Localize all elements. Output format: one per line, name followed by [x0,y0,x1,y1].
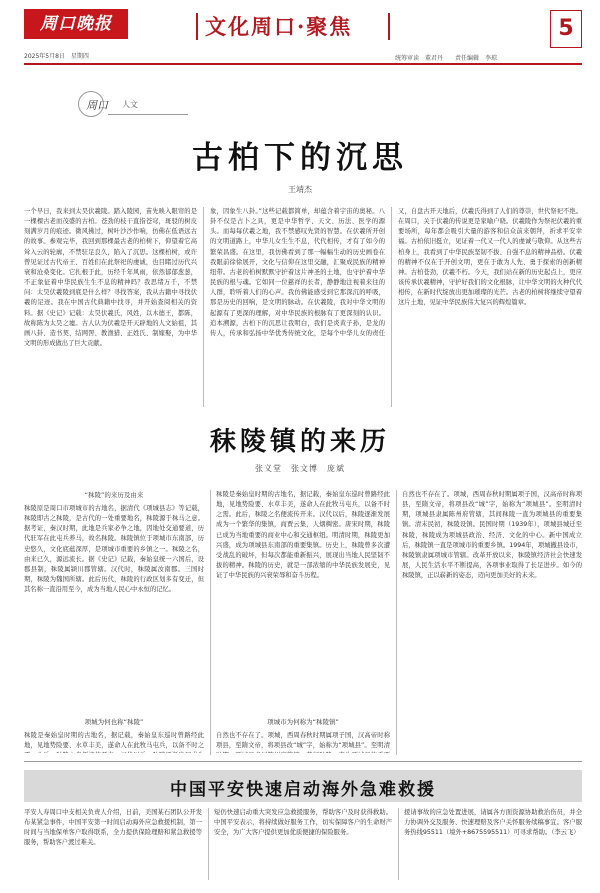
story2-subhead-1: “秣陵”的来历及由来 [84,491,144,499]
story2-column-2: 秣陵是秦始皇时期的古地名，据记载，秦始皇东巡时曾路经此地，见地势险要、水草丰美，遂命人在此牧马屯兵，以备不时之需。此后，秣陵之名便流传开来。汉代以后，秣陵逐渐发展成为一个繁华的集镇，商贾云集，人烟稠密。唐宋时期，秣陵已成为当地重要的商业中心和交通枢纽。明清时期，秣陵更加兴盛，成为项城县东南部的重要集镇。历史上，秣陵曾多次遭受战乱的破坏，但每次都能重新振兴，展现出当地人民坚韧不拔的精神。秣陵的历史，就是一部浓缩的中华民族发展史，见证了中华民族的兴衰荣辱和奋斗历程。 [216,491,390,580]
story1-column-3: 又，自盘古开天地后，伏羲氏得到了人们的尊崇，世代祭祀不绝。在周口，关于伏羲的传说更是家喻户晓。伏羲陵作为祭祀伏羲的重要场所，每年都会吸引大量的游客和信众前来朝拜，祈求平安幸福。古柏依旧挺立，见证着一代又一代人的虔诚与敬仰。从这些古柏身上，我看到了中华民族坚韧不拔、自强不息的精神品格。伏羲的精神不仅在于开创文明，更在于敢为人先、勇于探索的创新精神。古柏苍劲，伏羲不朽。今天，我们站在新的历史起点上，更应该传承伏羲精神，守护好我们的文化根脉，让中华文明的火种代代相传，在新时代绽放出更加璀璨的光芒。古老的柏树将继续守望着这片土地，见证中华民族伟大复兴的辉煌篇章。 [398,208,582,307]
masthead [0,0,600,72]
story1-headline: 古柏下的沉思 [192,140,408,176]
story2-subhead-3: 项城市为何称为“秣陵镇” [267,718,339,726]
story1-column-2: 象，因象生八卦。”这些记载都简单，却蕴含着宇宙的奥秘。八卦不仅是占卜之具，更是中华哲学、天文、历法、医学的源头。而每每伏羲之地，我不禁感叹先贤的智慧。在伏羲所开创的文明道路上，中华儿女生生不息，代代相传，才有了如今的繁荣昌盛。在这里，我仿佛看到了那一幅幅生动的历史画卷在我眼前徐徐展开，文化与信仰在这里交融，汇聚成民族的精神纽带。古老的柏树默默守护着这片神圣的土地，也守护着中华民族的根与魂。它如同一位慈祥的长者，静静地注视着来往的人群，聆听着人们的心声。我仿佛能感受到它那深沉的呼吸，那是历史的回响，是文明的脉动。在伏羲陵，我对中华文明的起源有了更深的理解，对中华民族的根脉有了更深刻的认识。追本溯源，古柏下的沉思让我明白，我们是炎黄子孙，是龙的传人，传承和弘扬中华优秀传统文化，是每个中华儿女的责任 [210,208,385,337]
story2-byline: 张义堂 张文博 庞斌 [255,464,345,473]
story3-column-1: 平安人寿周口中支相关负责人介绍，日前，美国某石团队公开发布某紧急事件，中国平安第一时间启动海外应急救援机制，第一时间与当地保单客户取得联系，全力提供保险理赔和紧急救援等服务，帮助客户渡过难关。 [24,809,202,847]
divider [196,13,198,40]
tag-label-right: 人文 [122,100,138,109]
story3-headline: 中国平安快速启动海外急难救援 [170,780,436,800]
column-divider [398,808,399,880]
story2-column-2b: 自然也不存在了。项城，西周春秋时期属项子国，汉高帝时称项县，至隋文帝，将项县改“城”字，始称为“项城县”。至明清 [216,732,390,750]
story1-byline: 王靖杰 [288,185,312,194]
story2-headline: 秣陵镇的来历 [209,427,390,457]
story2-column-1b: 秣陵是秦始皇时期的古地名，据记载，秦始皇东巡时曾路经此地，见地势险要、水草丰美，遂命人在此牧马屯兵，以备不时之 [24,732,204,750]
story3-column-3: 援请事故的应急处置进展，请属各方面资源协助救治伤员，并全力协调外交及服务、快速理赔及客户关怀服务续稿事宜。客户服务热线95511（境外+8675595511）可寻求帮助。（李云飞） [404,809,582,837]
column-title: 文化周口·聚焦 [205,14,353,39]
column-divider [203,207,204,407]
column-divider [396,490,397,755]
column-divider [210,490,211,755]
column-divider [391,207,392,407]
story2-subhead-2: 项城为何也称“秣陵” [84,718,144,726]
paper-logo[interactable]: 周口晚报 [24,9,128,39]
divider [388,13,390,40]
issue-date: 2025年5月8日 星期四 [24,53,89,60]
section-tag [78,93,190,115]
column-divider [208,808,209,880]
story3-header [24,770,582,802]
story-separator [24,761,582,762]
story2-column-1: 秣陵原是周口市项城市的古地名，据清代《项城县志》等记载，秣陵即古之秣陵，是古代的一处重要地名，秣陵源于秣马之意。据考证，秦汉时期，此地是兵家必争之地，因地处交通要道，历代驻军在此屯兵养马，故名秣陵。秣陵镇位于项城市东南部，历史悠久，文化底蕴深厚，是项城市重要的乡镇之一。秣陵之名，由来已久，源远流长。据《史记》记载，秦始皇统一六国后，设郡县制，秣陵属颍川郡管辖。汉代时，秣陵属汝南郡。三国时期，秣陵为魏国所辖。此后历代，秣陵的行政区划多有变迁，但其名称一直沿用至今，成为当地人民心中永恒的记忆。 [24,505,204,594]
story1-column-1: 一个早日，我来到太昊伏羲陵。踏入陵园，苗先映入眼帘的是一棵棵古老而茂盛的古柏。苍劲的枝干直指苍穹，斑驳的树皮刻满岁月的痕迹。微风拂过，树叶沙沙作响，仿佛在低语远古的故事。参观完毕，我回到那棵最古老的柏树下，仰望着它高耸入云的轮廓，不禁驻足良久，陷入了沉思。这棵柏树，或许曾见证过古代帝王、百姓们在此祭祀的虔诚，也目睹过历代兴衰和沧桑变化。它扎根于此，历经千年风雨，依然郁郁葱葱，不正象征着中华民族生生不息的精神吗？我思绪万千，不禁问：太昊伏羲陵到底是什么样？寻找答案，我从古籍中寻找伏羲的足迹。我在中国古代典籍中找寻，并开始查阅相关的资料。据《史记》记载：太昊伏羲氏，风姓，以木德王，都陈，故称陈为太昊之墟。古人认为伏羲是开天辟地的人文始祖，其画八卦、造书契、结网罟、教渔猎、正姓氏、制嫁娶，为中华文明的形成做出了巨大贡献。 [24,208,197,348]
story3-column-2: 短仍快速启动重大突发应急救援服务，帮助客户及时获得救助。中国平安表示，将持续做好服务工作，切实保障客户的生命财产安全，为广大客户提供更加优质便捷的保险服务。 [214,809,392,837]
page-number: 5 [550,10,582,48]
tag-label-left: 周口 [86,99,108,112]
masthead-rule [24,63,582,65]
story2-column-3: 自然也不存在了。项城，西周春秋时期属项子国，汉高帝时称项县，至隋文帝，将项县改“城”字，始称为“项城县”。至明清时期，项城县隶属陈州府管辖，其间秣陵一直为项城县的重要集镇。清末民初，秣陵设镇。民国时期（1939年），项城县城迁至秣陵，秣陵成为项城县政治、经济、文化的中心。新中国成立后，秣陵镇一直是项城市的重要乡镇。1994年，项城撤县设市，秣陵镇隶属项城市管辖。改革开放以来，秣陵镇经济社会快速发展，人民生活水平不断提高，各项事业取得了长足进步。如今的秣陵镇，正以崭新的姿态，迈向更加美好的未来。 [402,491,582,580]
editor-credits: 统筹审读 董君丹 责任编辑 李琼 [395,55,498,62]
tag-underline [108,114,188,115]
